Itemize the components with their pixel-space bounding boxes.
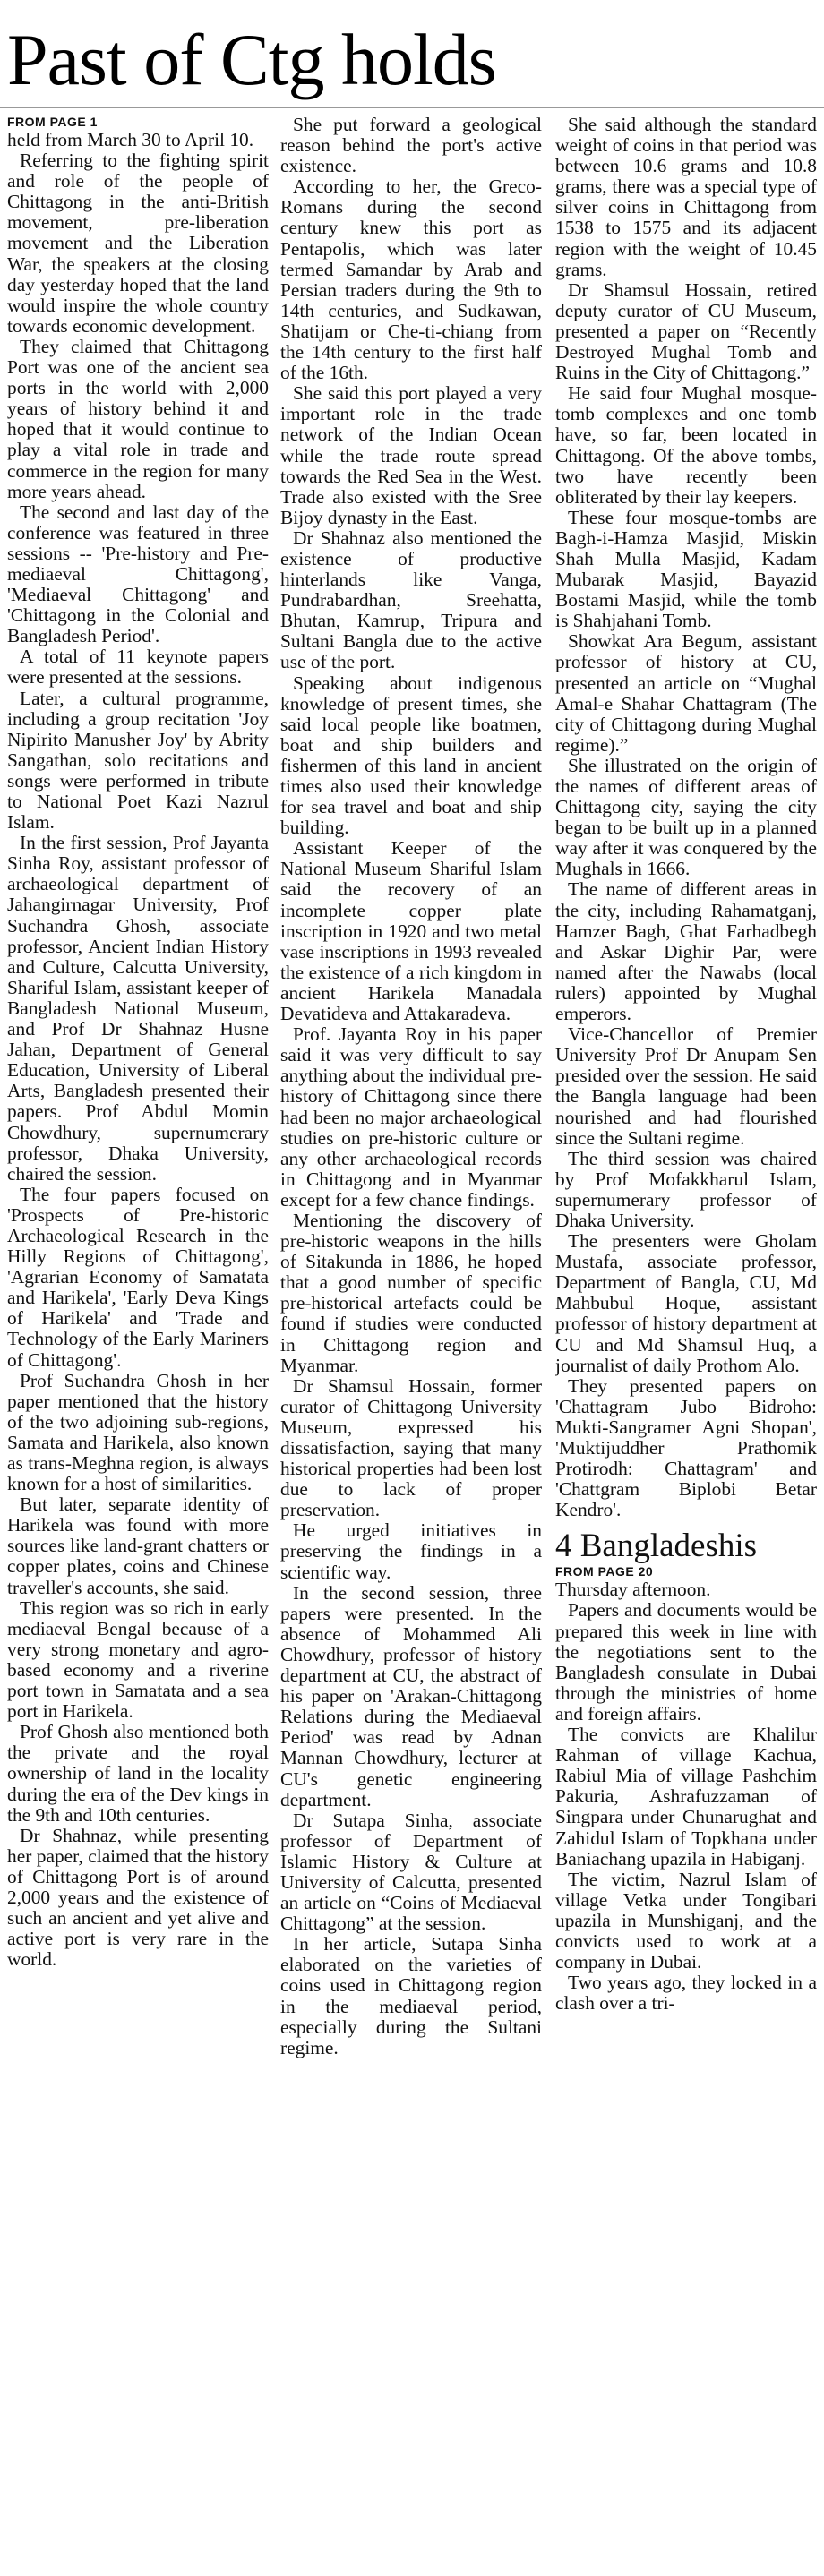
paragraph: Vice-Chancellor of Premier University Prof Dr Anupam Sen presided over the session. He said the Bangla language had been nourished and had flourished since the Sultani regime. — [555, 1023, 817, 1149]
paragraph: The victim, Nazrul Islam of village Vetka under Tongibari upazila in Munshiganj, and the convicts used to work at a company in Dubai. — [555, 1868, 817, 1973]
paragraph: Mentioning the discovery of pre-historic weapons in the hills of Sitakunda in 1886, he hoped that a good number of specific pre-historical artefacts could be found if studies were conducted in Chittagong region and Myanmar. — [280, 1209, 542, 1376]
paragraph: This region was so rich in early mediaeval Bengal because of a very strong monetary and agro-based economy and a riverine port town in Samatata and a sea port in Harikela. — [7, 1596, 269, 1723]
paragraph: Prof Ghosh also mentioned both the private and the royal ownership of land in the locality during the era of the Dev kings in the 9th and 10th centuries. — [7, 1721, 269, 1826]
column-1 — [7, 115, 269, 2576]
paragraph: According to her, the Greco-Romans during the second century knew this port as Pentapolis, which was later termed Samandar by Arab and Persian traders during the 9th to 14th centuries, and Sudkawan, Shatijam or Che-ti-chiang from the 14th century to the first half of the 16th. — [280, 175, 542, 384]
paragraph: But later, separate identity of Harikela was found with more sources like land-grant chatters or copper plates, coins and Chinese traveller's accounts, she said. — [7, 1493, 269, 1598]
paragraph: The name of different areas in the city, including Rahamatganj, Hamzer Bagh, Ghat Farhadbegh and Askar Dighir Par, were named after the Nawabs (local rulers) appointed by Mughal emperors. — [555, 878, 817, 1025]
paragraph: The second and last day of the conference was featured in three sessions -- 'Pre-history and Pre-mediaeval Chittagong', 'Mediaeval Chittagong' and 'Chittagong in the Colonial and Bangladesh Period'. — [7, 501, 269, 647]
paragraph: Assistant Keeper of the National Museum Shariful Islam said the recovery of an incomplete copper plate inscription in 1920 and two metal vase inscriptions in 1993 revealed the existence of a rich kingdom in ancient Harikela Manadala Devatideva and Attakaradeva. — [280, 837, 542, 1025]
paragraph: Dr Shahnaz, while presenting her paper, claimed that the history of Chittagong Port is of around 2,000 years and the existence of such an ancient and yet alive and active port is very rare in the world. — [7, 1824, 269, 1971]
paragraph: The four papers focused on 'Prospects of Pre-historic Archaeological Research in the Hilly Regions of Chittagong', 'Agrarian Economy of Samatata and Harikela', 'Early Deva Kings of Harikela' and 'Trade and Technology of the Early Mariners of Chittagong'. — [7, 1183, 269, 1371]
paragraph: In her article, Sutapa Sinha elaborated on the varieties of coins used in Chittagong region in the mediaeval period, especially during the Sultani regime. — [280, 1933, 542, 2058]
headline-rule — [0, 107, 824, 108]
paragraph: held from March 30 to April 10. — [7, 129, 254, 150]
paragraph: In the first session, Prof Jayanta Sinha Roy, assistant professor of archaeological department of Jahangirnagar University, Prof Suchandra Ghosh, associate professor, Ancient Indian History and Culture, Calcutta University, Shariful Islam, assistant keeper of Bangladesh National Museum, and Prof Dr Shahnaz Husne Jahan, Department of General Education, University of Liberal Arts, Bangladesh presented their papers. Prof Abdul Momin Chowdhury, supernumerary professor, Dhaka University, chaired the session. — [7, 832, 269, 1185]
jump-line: FROM PAGE 1 — [7, 115, 98, 129]
paragraph: Two years ago, they locked in a clash over a tri- — [555, 1972, 817, 2015]
paragraph: A total of 11 keynote papers were presented at the sessions. — [7, 646, 269, 689]
paragraph: Speaking about indigenous knowledge of present times, she said local people like boatmen, boat and ship builders and fishermen of this land in ancient times also used their knowledge for sea travel and boat and ship building. — [280, 672, 542, 839]
paragraph: The third session was chaired by Prof Mofakkharul Islam, supernumerary professor of Dhaka University. — [555, 1147, 817, 1231]
paragraph: She said this port played a very important role in the trade network of the Indian Ocean while the trade route spread towards the Red Sea in the West. Trade also existed with the Sree Bijoy dynasty in the East. — [280, 382, 542, 528]
paragraph: In the second session, three papers were presented. In the absence of Mohammed Ali Chowdhury, professor of history department at CU, the abstract of his paper on 'Arakan-Chittagong Relations during the Mediaeval Period' was read by Adnan Mannan Chowdhury, lecturer at CU's genetic engineering department. — [280, 1581, 542, 1810]
paragraph: Dr Shamsul Hossain, former curator of Chittagong University Museum, expressed his dissatisfaction, saying that many historical properties had been lost due to lack of proper preservation. — [280, 1374, 542, 1521]
paragraph: Prof. Jayanta Roy in his paper said it was very difficult to say anything about the individual pre-history of Chittagong since there had been no major archaeological studies on pre-historic culture or any other archaeological records in Chittagong and in Myanmar except for a few chance findings. — [280, 1023, 542, 1211]
paragraph: Referring to the fighting spirit and role of the people of Chittagong in the anti-British movement, pre-liberation movement and the Liberation War, the speakers at the closing day yesterday hoped that the land would inspire the whole country towards economic development. — [7, 150, 269, 337]
paragraph: Thursday afternoon. — [555, 1579, 711, 1601]
paragraph: They presented papers on 'Chattagram Jubo Bidroho: Mukti-Sangramer Agni Shopan', 'Muktijuddher Prathomik Protirodh: Chattagram' and 'Chattgram Biplobi Betar Kendro'. — [555, 1374, 817, 1521]
paragraph: She said although the standard weight of coins in that period was between 10.6 grams and 10.8 grams, there was a special type of silver coins in Chittagong from 1538 to 1575 and its adjacent region with the weight of 10.45 grams. — [555, 115, 817, 280]
column-3 — [555, 115, 817, 2576]
column-2 — [280, 115, 542, 2576]
paragraph: Later, a cultural programme, including a group recitation 'Joy Nipirito Manusher Joy' by Abrity Sangathan, solo recitations and songs were performed in tribute to National Poet Kazi Nazrul Islam. — [7, 687, 269, 834]
paragraph: Showkat Ara Begum, assistant professor of history at CU, presented an article on “Mughal Amal-e Shahar Chattagram (The city of Chittagong during Mughal regime).” — [555, 630, 817, 756]
paragraph: She illustrated on the origin of the names of different areas of Chittagong city, saying the city began to be built up in a planned way after it was conquered by the Mughals in 1666. — [555, 754, 817, 880]
second-article-jump-line: FROM PAGE 20 — [555, 1564, 654, 1579]
paragraph: These four mosque-tombs are Bagh-i-Hamza Masjid, Miskin Shah Mulla Masjid, Kadam Mubarak Masjid, Bayazid Bostami Masjid, while the tomb is Shahjahani Tomb. — [555, 506, 817, 632]
paragraph: She put forward a geological reason behind the port's active existence. — [280, 115, 542, 177]
paragraph: He urged initiatives in preserving the findings in a scientific way. — [280, 1519, 542, 1583]
paragraph: Dr Shahnaz also mentioned the existence of productive hinterlands like Vanga, Pundrabardhan, Sreehatta, Bhutan, Kamrup, Tripura and Sultani Bangla due to the active use of the port. — [280, 526, 542, 673]
paragraph: Dr Sutapa Sinha, associate professor of Department of Islamic History & Culture at University of Calcutta, presented an article on “Coins of Mediaeval Chittagong” at the session. — [280, 1809, 542, 1935]
article-headline: Past of Ctg holds — [7, 19, 496, 100]
paragraph: They claimed that Chittagong Port was one of the ancient sea ports in the world with 2,000 years of history behind it and hoped that it would continue to play a vital role in trade and commerce in the region for many more years ahead. — [7, 335, 269, 502]
paragraph: The convicts are Khalilur Rahman of village Kachua, Rabiul Mia of village Pashchim Pakuria, Ashrafuzzaman of Singpara under Chunarughat and Zahidul Islam of Topkhana under Baniachang upazila in Habiganj. — [555, 1724, 817, 1870]
paragraph: Dr Shamsul Hossain, retired deputy curator of CU Museum, presented a paper on “Recently Destroyed Mughal Tomb and Ruins in the City of Chittagong.” — [555, 278, 817, 384]
paragraph: The presenters were Gholam Mustafa, associate professor, Department of Bangla, CU, Md Mahbubul Hoque, assistant professor of history department at CU and Md Shamsul Huq, a journalist of daily Prothom Alo. — [555, 1230, 817, 1376]
paragraph: Prof Suchandra Ghosh in her paper mentioned that the history of the two adjoining sub-regions, Samata and Harikela, also known as trans-Meghna region, is always known for a host of similarities. — [7, 1369, 269, 1495]
paragraph: He said four Mughal mosque-tomb complexes and one tomb have, so far, been located in Chittagong. Of the above tombs, two have recently been obliterated by their lay keepers. — [555, 382, 817, 508]
second-article-headline: 4 Bangladeshis — [555, 1528, 758, 1565]
paragraph: Papers and documents would be prepared this week in line with the negotiations sent to the Bangladesh consulate in Dubai through the ministries of home and foreign affairs. — [555, 1599, 817, 1724]
